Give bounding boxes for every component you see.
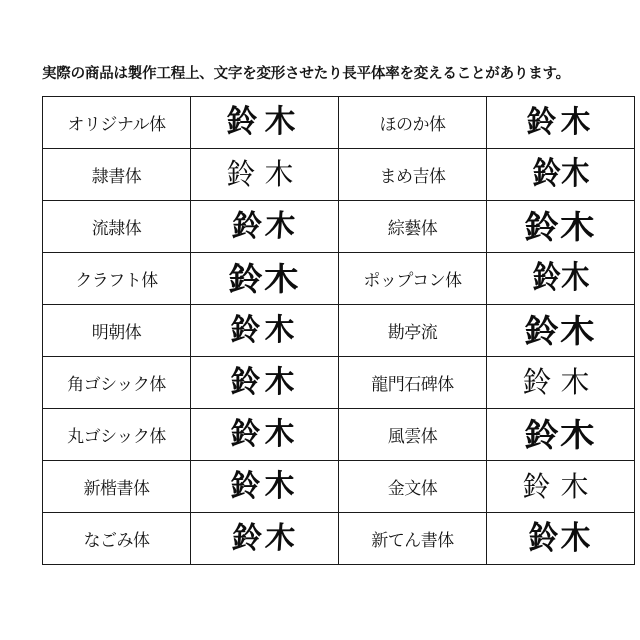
table-row xyxy=(43,409,635,461)
font-name-left: 新楷書体 xyxy=(43,461,191,513)
font-name-left: オリジナル体 xyxy=(43,97,191,149)
font-name-right: 龍門石碑体 xyxy=(339,357,487,409)
table-row xyxy=(43,253,635,305)
table-row xyxy=(43,201,635,253)
font-sample-left xyxy=(191,149,339,201)
font-name-left: 流隷体 xyxy=(43,201,191,253)
font-sample-left xyxy=(191,357,339,409)
font-sample-left xyxy=(191,409,339,461)
font-name-left: 明朝体 xyxy=(43,305,191,357)
sample-text: 鈴木 xyxy=(524,207,597,246)
font-sample-table xyxy=(42,96,635,565)
sample-text: 鈴木 xyxy=(226,104,303,140)
font-name-left: なごみ体 xyxy=(43,513,191,565)
sample-text: 鈴木 xyxy=(230,364,299,400)
font-sample-right xyxy=(487,201,635,253)
table-row xyxy=(43,513,635,565)
font-name-right: 金文体 xyxy=(339,461,487,513)
font-sample-right xyxy=(487,253,635,305)
font-table-container xyxy=(42,96,598,565)
sample-text: 鈴木 xyxy=(230,208,299,244)
font-sample-right xyxy=(487,357,635,409)
font-name-left: クラフト体 xyxy=(43,253,191,305)
font-sample-left xyxy=(191,513,339,565)
font-sample-left xyxy=(191,461,339,513)
font-name-right: ポップコン体 xyxy=(339,253,487,305)
sample-text: 鈴木 xyxy=(528,519,593,557)
font-sample-right xyxy=(487,409,635,461)
sample-text: 鈴木 xyxy=(230,416,299,452)
disclaimer-note: 実際の商品は製作工程上、文字を変形させたり長平体率を変えることがあります。 xyxy=(42,66,570,82)
font-sample-right xyxy=(487,305,635,357)
font-name-right: まめ吉体 xyxy=(339,149,487,201)
sample-text: 鈴木 xyxy=(230,468,299,504)
font-sample-left xyxy=(191,305,339,357)
font-name-right: ほのか体 xyxy=(339,97,487,149)
font-table-body xyxy=(43,97,635,565)
sample-text: 鈴木 xyxy=(522,469,599,503)
font-name-left: 角ゴシック体 xyxy=(43,357,191,409)
font-name-right: 綜藝体 xyxy=(339,201,487,253)
font-sample-right xyxy=(487,513,635,565)
table-row xyxy=(43,305,635,357)
font-name-left: 丸ゴシック体 xyxy=(43,409,191,461)
sample-text: 鈴木 xyxy=(230,312,299,348)
font-sample-right xyxy=(487,461,635,513)
font-sample-right xyxy=(487,149,635,201)
table-row xyxy=(43,461,635,513)
font-name-right: 新てん書体 xyxy=(339,513,487,565)
table-row xyxy=(43,97,635,149)
sample-text: 鈴木 xyxy=(226,157,303,191)
sample-text: 鈴木 xyxy=(524,415,597,454)
font-name-left: 隷書体 xyxy=(43,149,191,201)
font-sample-left xyxy=(191,253,339,305)
sample-text: 鈴木 xyxy=(531,260,590,296)
font-sample-right xyxy=(487,97,635,149)
font-name-right: 風雲体 xyxy=(339,409,487,461)
sample-text: 鈴木 xyxy=(522,365,599,399)
sample-text: 鈴木 xyxy=(531,156,590,192)
sample-text: 鈴木 xyxy=(524,311,597,350)
font-name-right: 勘亭流 xyxy=(339,305,487,357)
sample-text: 鈴木 xyxy=(228,259,301,298)
font-sample-left xyxy=(191,201,339,253)
font-sample-left xyxy=(191,97,339,149)
table-row xyxy=(43,357,635,409)
sample-text: 鈴木 xyxy=(526,104,595,140)
table-row xyxy=(43,149,635,201)
sample-text: 鈴木 xyxy=(230,520,299,556)
